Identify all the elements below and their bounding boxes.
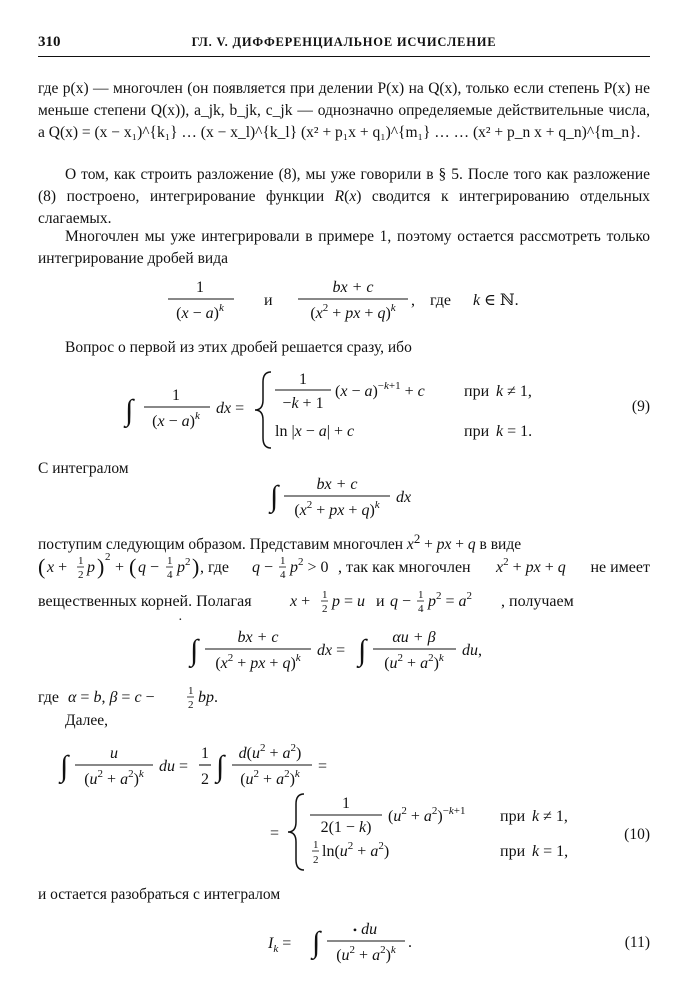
paragraph-6-text-b: в виде xyxy=(479,536,522,554)
svg-text:.: . xyxy=(408,934,412,951)
svg-text:=: = xyxy=(270,825,280,842)
svg-text:Ik =: $I_k$ = xyxy=(268,935,292,955)
svg-text:k = 1,: k = 1, xyxy=(532,843,569,860)
paragraph-6-text-d: , так как многочлен xyxy=(338,559,471,576)
svg-text:·: · xyxy=(178,613,183,628)
svg-text:p = u: p = u xyxy=(332,593,366,610)
svg-text:x +: x + xyxy=(290,593,311,610)
svg-text:1: 1 xyxy=(172,387,180,404)
svg-text:2: 2 xyxy=(188,699,194,711)
svg-text:(x2 + px + q)k: ($x^2$ + px + q)$^k$ xyxy=(215,652,301,672)
svg-text:p: p xyxy=(87,559,95,576)
svg-text:1: 1 xyxy=(201,745,209,762)
svg-text:(: ( xyxy=(129,554,137,579)
svg-text:k ≠ 1,: k ≠ 1, xyxy=(496,383,532,400)
paragraph-8 xyxy=(38,680,338,714)
paragraph-6-text-c: , где xyxy=(200,559,230,576)
svg-text:q −: q − xyxy=(390,593,412,610)
equation-11 xyxy=(268,914,458,970)
svg-text:d(u2 + a2): $d(u^2 + a^2)$ xyxy=(238,742,302,762)
equation-number-10: (10) xyxy=(624,826,650,843)
svg-text:p2: $p^2$ xyxy=(177,556,191,576)
svg-text:,: , xyxy=(411,292,415,309)
svg-text:2: 2 xyxy=(201,771,209,788)
svg-text:4: 4 xyxy=(280,569,286,581)
svg-text:(u2 + a2)k: $(u^2 + a^2)^k$ xyxy=(384,652,444,672)
svg-text:x2 + px + q: $x^2$ + px + q xyxy=(496,556,566,576)
svg-text:bp.: bp. xyxy=(198,689,218,706)
svg-text:1: 1 xyxy=(299,371,307,388)
page-header xyxy=(38,34,650,56)
paragraph-5: С интегралом xyxy=(38,460,129,477)
svg-text:dx =: dx = xyxy=(216,400,245,417)
svg-text:q −: q − xyxy=(252,559,274,576)
svg-text:1: 1 xyxy=(342,795,350,812)
svg-text:=: = xyxy=(318,758,328,775)
paragraph-7 xyxy=(38,586,650,620)
svg-text:(u2 + a2)k: $(u^2 + a^2)^k$ xyxy=(240,768,300,788)
svg-text:u: u xyxy=(110,745,118,762)
svg-text:αu + β: αu + β xyxy=(392,629,436,646)
svg-text:• du: • du xyxy=(352,921,378,938)
svg-text:1: 1 xyxy=(280,555,286,567)
svg-text:1: 1 xyxy=(196,279,204,296)
paragraph-2: О том, как строить разложение (8), мы уже говорили в § 5. После того как разложение (8) построено, интегрирование функции R(x) сводится к интегрированию отдельных слагаемых. xyxy=(38,166,650,227)
svg-text:k ∈ ℕ.: k ∈ ℕ. xyxy=(473,292,519,309)
svg-text:(u2 + a2)k: $(u^2 + a^2)^k$ xyxy=(336,944,396,964)
q-product-formula: Q(x) = (x − x₁)^{k₁} … (x − x_l)^{k_l} (x² + p₁x + q₁)^{m₁} … … (x² + p_n x + q_n)^{m_n}. xyxy=(48,124,641,141)
svg-text:∫: ∫ xyxy=(358,634,367,667)
svg-text:ln(u2 + a2): $\ln(u^2 + a^2)$ xyxy=(322,840,390,860)
svg-text:(x − a)−k+1 + c: (x − a)−k+1 + c xyxy=(335,380,425,400)
svg-text:): ) xyxy=(192,554,200,579)
equation-number-11: (11) xyxy=(624,934,650,951)
integral-display xyxy=(270,472,430,522)
when-word-2: при xyxy=(464,423,490,440)
svg-text:+: + xyxy=(115,559,125,576)
paragraph-7-text-a: вещественных корней. Полагая xyxy=(38,593,252,610)
svg-text:1: 1 xyxy=(313,839,319,851)
paragraph-1-text: где p(x) — многочлен (он появляется при делении P(x) на Q(x), только если степень P(x) не меньше степени Q(x)), a_jk, b_jk, c_jk — однозначно определяемые действительные числа, а xyxy=(38,80,650,141)
svg-text:∫: ∫ xyxy=(216,750,225,783)
svg-text:k = 1.: k = 1. xyxy=(496,423,533,440)
svg-text:bx + c: bx + c xyxy=(332,279,374,296)
paragraph-9: Далее, xyxy=(65,712,108,729)
svg-text:∫: ∫ xyxy=(60,750,69,783)
svg-text:p2 = a2: $p^2 = a^2$ xyxy=(428,590,473,610)
svg-text:−k + 1: −k + 1 xyxy=(282,395,324,412)
and-word: и xyxy=(264,292,273,309)
svg-text:du,: du, xyxy=(462,642,482,659)
svg-text:(u2 + a2)−k+1: $(u^2 + a^2)^-k+1$ xyxy=(388,805,466,825)
svg-text:2: 2 xyxy=(313,854,319,866)
header-rule xyxy=(38,56,650,57)
paragraph-4: Вопрос о первой из этих дробей решается сразу, ибо xyxy=(65,339,412,356)
when-word-1: при xyxy=(464,383,490,400)
svg-text:(: ( xyxy=(38,554,46,579)
svg-text:1: 1 xyxy=(418,589,424,601)
svg-text:2: 2 xyxy=(322,603,328,615)
paragraph-2-text-b: сводится к интегрированию отдельных слагаемых. xyxy=(38,188,650,227)
svg-text:(x − a)k: $(x - a)^k$ xyxy=(176,302,224,322)
equation-9 xyxy=(125,368,565,452)
svg-text:dx: dx xyxy=(396,489,412,506)
svg-text:): ) xyxy=(97,554,105,579)
svg-text:(x − a)k: $(x - a)^k$ xyxy=(152,410,200,430)
svg-text:∫: ∫ xyxy=(270,480,279,513)
svg-text:x +: x + xyxy=(47,559,68,576)
svg-text:2(1 − k): 2(1 − k) xyxy=(320,819,372,836)
svg-text:q −: q − xyxy=(138,559,160,576)
paragraph-1 xyxy=(38,78,650,144)
page-number: 310 xyxy=(38,34,61,50)
equation-10 xyxy=(60,742,620,872)
svg-text:ln |x − a| + c: ln |x − a| + c xyxy=(275,423,355,440)
running-title: ГЛ. V. ДИФФЕРЕНЦИАЛЬНОЕ ИСЧИСЛЕНИЕ xyxy=(191,35,497,49)
svg-text:1: 1 xyxy=(188,685,194,697)
svg-text:∫: ∫ xyxy=(190,634,199,667)
substitution-integral xyxy=(178,613,518,678)
paragraph-7-text-b: и xyxy=(376,593,385,610)
svg-text:bx + c: bx + c xyxy=(316,476,358,493)
svg-text:dx =: dx = xyxy=(317,642,346,659)
paragraph-6-text-a: поступим следующим образом. Представим многочлен xyxy=(38,536,404,554)
r-of-x: R xyxy=(334,188,345,205)
svg-text:4: 4 xyxy=(167,569,173,581)
when-word-3: при xyxy=(500,808,526,825)
svg-text:4: 4 xyxy=(418,603,424,615)
svg-text:∫: ∫ xyxy=(125,394,134,427)
svg-text:1: 1 xyxy=(167,555,173,567)
svg-text:∫: ∫ xyxy=(312,926,321,959)
paragraph-8-text: где xyxy=(38,689,60,706)
svg-text:k ≠ 1,: k ≠ 1, xyxy=(532,808,568,825)
svg-text:bx + c: bx + c xyxy=(237,629,279,646)
equation-number-9: (9) xyxy=(631,398,650,415)
svg-text:(u2 + a2)k: $(u^2 + a^2)^k$ xyxy=(84,768,144,788)
svg-text:du =: du = xyxy=(159,758,189,775)
svg-text:(x2 + px + q)k: ($x^2$ + px + q)$^k$ xyxy=(294,499,380,519)
when-word-4: при xyxy=(500,843,526,860)
svg-text:1: 1 xyxy=(322,589,328,601)
where-word: где xyxy=(430,292,452,309)
svg-text:p2 > 0: $p^2 > 0$ xyxy=(290,556,329,576)
svg-text:1: 1 xyxy=(78,555,84,567)
paragraph-10: и остается разобраться с интегралом xyxy=(38,886,281,903)
svg-text:α = b, β = c −: α = b, β = c − xyxy=(68,689,155,706)
paragraph-2-text-a: О том, как строить разложение (8), мы уже говорили в § 5. После того как разложение (8) построено, интегрирование функции xyxy=(38,166,650,205)
paragraph-3: Многочлен мы уже интегрировали в примере 1, поэтому остается рассмотреть только интегрирование дробей вида xyxy=(38,228,650,267)
svg-text:2: 2 xyxy=(78,569,84,581)
paragraph-6-line-2 xyxy=(38,550,650,588)
paragraph-6-line-1: поступим следующим образом. Представим многочлен $x^2$ + px + q в виде xyxy=(38,531,522,554)
svg-text:2: 2 xyxy=(105,551,111,563)
svg-text:(x2 + px + q)k: ($x^2$ + px + q)$^k$ xyxy=(310,302,396,322)
fraction-forms xyxy=(150,272,550,328)
paragraph-7-text-c: , получаем xyxy=(501,593,574,610)
paragraph-6-text-e: не имеет xyxy=(590,559,650,576)
